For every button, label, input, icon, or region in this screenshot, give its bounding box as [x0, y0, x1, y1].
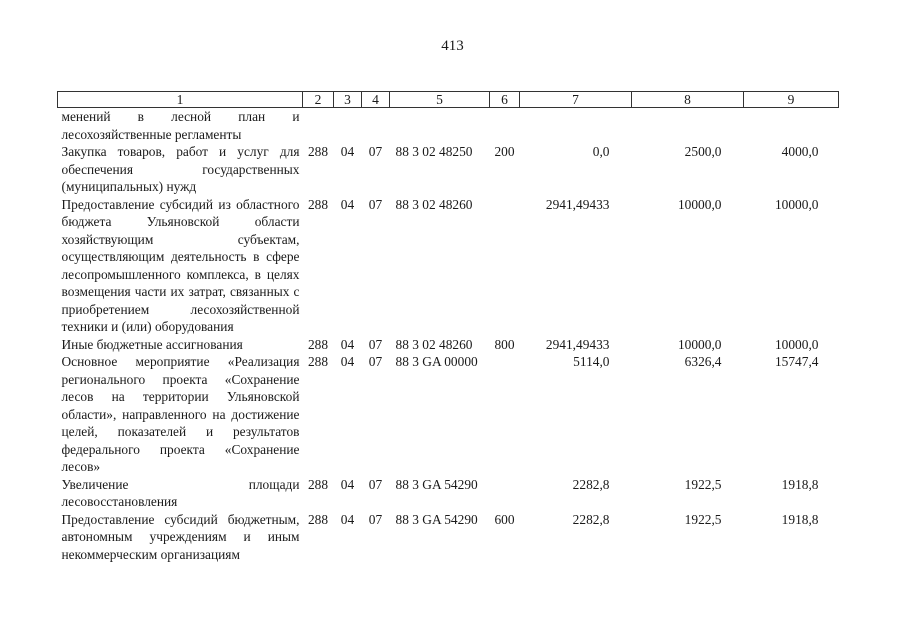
row-section-code — [334, 108, 362, 144]
table-row — [58, 108, 839, 144]
row-amount-col7: 2282,8 — [572, 511, 610, 527]
row-target-article: 88 3 GA 54290 — [395, 476, 478, 492]
row-amount-col7: 0,0 — [592, 144, 610, 159]
row-amount-col8 — [632, 108, 744, 144]
row-name: менений в лесной план и лесохозяйственные регламенты — [61, 109, 300, 142]
row-name: Предоставление субсидий из областного бюджета Ульяновской области хозяйствующим субъектам, осуществляющим деятельность в сфере лесопромышленного комплекса, в целях возмещения части их затрат, связанных с приобретением лесохозяйственной техники и (или) оборудования — [61, 196, 300, 334]
row-ministry-code: 288 — [307, 196, 329, 212]
row-amount-col7 — [520, 108, 632, 144]
row-amount-col8: 1922,5 — [684, 476, 722, 492]
row-section-code: 04 — [340, 144, 355, 159]
row-amount-col9: 10000,0 — [774, 336, 819, 352]
row-expense-type — [490, 196, 520, 336]
row-amount-col8: 6326,4 — [684, 354, 722, 369]
row-ministry-code: 288 — [307, 511, 329, 527]
row-subsection-code: 07 — [368, 354, 383, 369]
table-header — [58, 92, 839, 108]
header-col-9: 9 — [744, 92, 839, 108]
row-name: Иные бюджетные ассигнования — [61, 336, 243, 352]
table-body — [58, 108, 839, 564]
table-row — [58, 511, 839, 564]
row-subsection-code: 07 — [368, 511, 383, 527]
row-amount-col9: 1918,8 — [781, 511, 819, 527]
row-amount-col8: 10000,0 — [677, 196, 722, 212]
row-amount-col9: 4000,0 — [781, 144, 819, 159]
row-amount-col7: 2282,8 — [572, 476, 610, 492]
row-subsection-code: 07 — [368, 144, 383, 159]
row-amount-col9: 10000,0 — [774, 196, 819, 212]
row-expense-type — [490, 353, 520, 476]
budget-table — [57, 91, 839, 563]
row-amount-col7: 2941,49433 — [545, 336, 610, 352]
header-col-8: 8 — [632, 92, 744, 108]
row-section-code: 04 — [340, 354, 355, 369]
row-expense-type — [490, 476, 520, 511]
row-section-code: 04 — [340, 196, 355, 212]
row-amount-col9 — [744, 108, 839, 144]
row-expense-type — [490, 108, 520, 144]
row-section-code: 04 — [340, 336, 355, 352]
row-amount-col8: 1922,5 — [684, 511, 722, 527]
row-amount-col8: 2500,0 — [684, 144, 722, 159]
table-row — [58, 196, 839, 336]
row-amount-col9: 15747,4 — [774, 354, 819, 369]
page-number: 413 — [441, 38, 464, 54]
table-row — [58, 143, 839, 196]
table-row — [58, 353, 839, 476]
table-row — [58, 336, 839, 354]
header-row — [58, 92, 839, 108]
row-target-article: 88 3 02 48250 — [395, 144, 473, 159]
row-amount-col9: 1918,8 — [781, 476, 819, 492]
row-name: Закупка товаров, работ и услуг для обеспечения государственных (муниципальных) нужд — [61, 144, 300, 194]
row-amount-col8: 10000,0 — [677, 336, 722, 352]
row-subsection-code — [362, 108, 390, 144]
row-section-code: 04 — [340, 511, 355, 527]
header-col-4: 4 — [362, 92, 390, 108]
header-col-7: 7 — [520, 92, 632, 108]
header-col-1: 1 — [58, 92, 303, 108]
row-target-article: 88 3 02 48260 — [395, 196, 473, 212]
row-amount-col7: 5114,0 — [573, 354, 610, 369]
header-col-6: 6 — [490, 92, 520, 108]
row-subsection-code: 07 — [368, 196, 383, 212]
row-ministry-code: 288 — [307, 476, 329, 492]
header-col-5: 5 — [390, 92, 490, 108]
row-target-article: 88 3 02 48260 — [395, 336, 473, 352]
row-name: Предоставление субсидий бюджетным, автономным учреждениям и иным некоммерческим организациям — [61, 511, 300, 562]
row-expense-type: 800 — [494, 336, 515, 352]
row-amount-col7: 2941,49433 — [545, 196, 610, 212]
row-target-article: 88 3 GA 00000 — [395, 354, 478, 369]
row-target-article: 88 3 GA 54290 — [395, 511, 478, 527]
row-subsection-code: 07 — [368, 476, 383, 492]
row-name: Увеличение площади лесовосстановления — [61, 476, 300, 509]
row-expense-type: 600 — [494, 511, 515, 527]
header-col-3: 3 — [334, 92, 362, 108]
row-expense-type: 200 — [494, 144, 515, 159]
row-ministry-code: 288 — [307, 144, 329, 159]
header-col-2: 2 — [303, 92, 334, 108]
row-subsection-code: 07 — [368, 336, 383, 352]
row-ministry-code — [303, 108, 334, 144]
row-ministry-code: 288 — [307, 354, 329, 369]
row-name: Основное мероприятие «Реализация регионального проекта «Сохранение лесов на территории Ульяновской области», направленного на достижение целей, показателей и результатов федерального проекта «Сохранение лесов» — [61, 354, 300, 474]
row-target-article — [390, 108, 490, 144]
row-section-code: 04 — [340, 476, 355, 492]
row-ministry-code: 288 — [307, 336, 329, 352]
table-row — [58, 476, 839, 511]
